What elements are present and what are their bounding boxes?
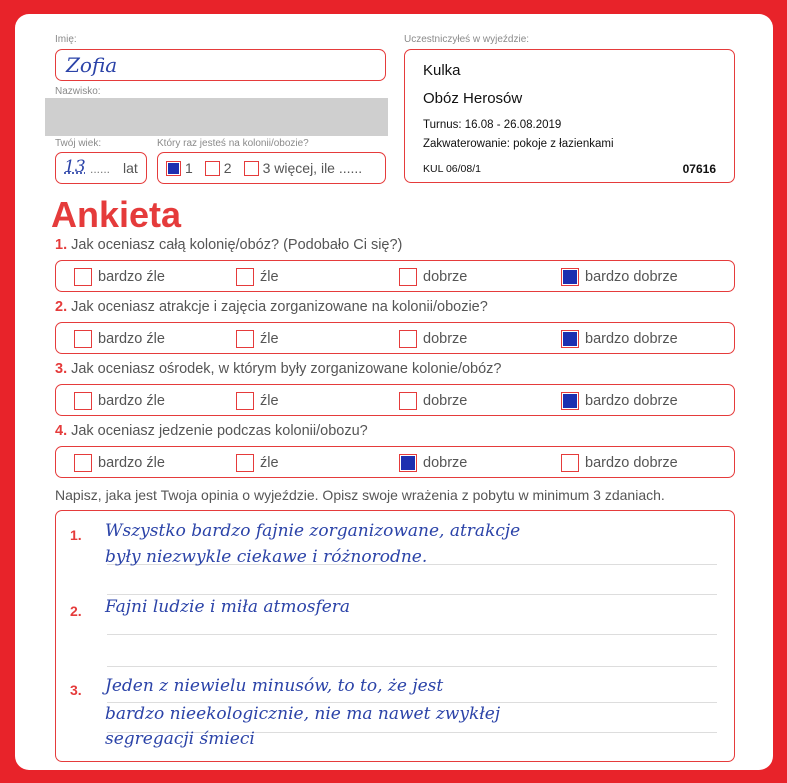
question-3-answers xyxy=(55,384,735,416)
answer-3-line-3: segregacji śmieci xyxy=(105,729,255,749)
question-number: 2. xyxy=(55,299,68,315)
answer-option[interactable] xyxy=(399,392,467,410)
answer-option-label: bardzo źle xyxy=(98,455,165,471)
answer-2-number: 2. xyxy=(70,603,82,619)
times-option-2: 2 xyxy=(223,160,232,176)
turnus-value: 16.08 - 26.08.2019 xyxy=(464,119,562,131)
answer-option-label: dobrze xyxy=(423,331,468,347)
last-name-label: Nazwisko: xyxy=(55,86,101,97)
answer-checkbox[interactable] xyxy=(74,268,92,286)
question-1-answers xyxy=(55,260,735,292)
answer-checkbox[interactable] xyxy=(74,454,92,472)
participation-label: Uczestniczyłeś w wyjeździe: xyxy=(404,34,530,45)
survey-title: Ankieta xyxy=(51,194,182,235)
answer-option[interactable] xyxy=(74,454,165,472)
question-4-answers xyxy=(55,446,735,478)
answer-option-label: źle xyxy=(260,393,279,409)
survey-sheet xyxy=(15,14,773,770)
answer-option-label: dobrze xyxy=(423,455,468,471)
answer-2-line-1: Fajni ludzie i miła atmosfera xyxy=(105,597,351,617)
answer-checkbox[interactable] xyxy=(399,454,417,472)
answer-option-label: dobrze xyxy=(423,269,468,285)
question-3-text xyxy=(55,361,501,377)
question-number: 4. xyxy=(55,423,68,439)
question-2-answers xyxy=(55,322,735,354)
answer-option[interactable] xyxy=(399,268,467,286)
times-checkbox-2[interactable] xyxy=(205,161,220,176)
question-label: Jak oceniasz atrakcje i zajęcia zorganizowane na kolonii/obozie? xyxy=(71,299,488,315)
answer-1-line-1: Wszystko bardzo fajnie zorganizowane, atrakcje xyxy=(105,521,521,541)
rule-line xyxy=(107,666,717,667)
rule-line xyxy=(107,702,717,703)
question-number: 3. xyxy=(55,361,68,377)
camp-code: KUL 06/08/1 xyxy=(423,163,481,175)
opinion-prompt: Napisz, jaka jest Twoja opinia o wyjeździe. Opisz swoje wrażenia z pobytu w minimum 3 zdaniach. xyxy=(55,487,665,503)
answer-option[interactable] xyxy=(561,392,678,410)
answer-checkbox[interactable] xyxy=(236,268,254,286)
question-number: 1. xyxy=(55,237,68,253)
answer-option-label: bardzo dobrze xyxy=(585,455,678,471)
last-name-redaction xyxy=(45,98,388,136)
participant-name: Kulka xyxy=(423,62,461,79)
question-2-text xyxy=(55,299,488,315)
times-option-3: 3 więcej, ile ...... xyxy=(262,160,363,176)
times-checkbox-3[interactable] xyxy=(244,161,259,176)
age-value: 13 xyxy=(64,157,86,177)
answer-1-line-2: były niezwykle ciekawe i różnorodne. xyxy=(105,547,428,567)
times-option-1: 1 xyxy=(185,160,193,176)
form-number: 07616 xyxy=(682,162,716,176)
answer-option[interactable] xyxy=(561,268,678,286)
answer-option[interactable] xyxy=(74,330,165,348)
question-1-text xyxy=(55,237,402,253)
answer-checkbox[interactable] xyxy=(561,268,579,286)
age-dots: ...... xyxy=(90,162,111,176)
answer-option[interactable] xyxy=(399,454,467,472)
answer-option[interactable] xyxy=(236,330,279,348)
answer-option[interactable] xyxy=(399,330,467,348)
question-label: Jak oceniasz ośrodek, w którym były zorganizowane kolonie/obóz? xyxy=(71,361,502,377)
answer-option-label: źle xyxy=(260,455,279,471)
times-label: Który raz jesteś na kolonii/obozie? xyxy=(157,138,309,149)
answer-checkbox[interactable] xyxy=(236,454,254,472)
times-checkbox-1[interactable] xyxy=(166,161,181,176)
question-label: Jak oceniasz całą kolonię/obóz? (Podobało Ci się?) xyxy=(71,237,403,253)
answer-option-label: dobrze xyxy=(423,393,468,409)
answer-option[interactable] xyxy=(561,330,678,348)
answer-checkbox[interactable] xyxy=(236,330,254,348)
turnus-label: Turnus: xyxy=(423,119,462,131)
answer-checkbox[interactable] xyxy=(74,330,92,348)
first-name-label: Imię: xyxy=(55,34,77,45)
answer-checkbox[interactable] xyxy=(399,330,417,348)
answer-option-label: bardzo dobrze xyxy=(585,331,678,347)
rule-line xyxy=(107,594,717,595)
answer-option-label: źle xyxy=(260,269,279,285)
answer-3-line-1: Jeden z niewielu minusów, to to, że jest xyxy=(105,676,444,696)
answer-checkbox[interactable] xyxy=(561,330,579,348)
first-name-value: Zofia xyxy=(66,53,118,77)
answer-option[interactable] xyxy=(74,392,165,410)
age-unit: lat xyxy=(123,160,138,176)
question-4-text xyxy=(55,423,368,439)
participation-box xyxy=(404,49,735,183)
answer-3-number: 3. xyxy=(70,682,82,698)
times-field xyxy=(157,152,386,184)
first-name-field[interactable] xyxy=(55,49,386,81)
answer-option[interactable] xyxy=(236,268,279,286)
age-label: Twój wiek: xyxy=(55,138,102,149)
accommodation-label: Zakwaterowanie: xyxy=(423,138,510,150)
answer-option-label: bardzo dobrze xyxy=(585,393,678,409)
answer-option[interactable] xyxy=(236,454,279,472)
answer-option[interactable] xyxy=(561,454,678,472)
question-label: Jak oceniasz jedzenie podczas kolonii/obozu? xyxy=(71,423,368,439)
answer-checkbox[interactable] xyxy=(561,392,579,410)
answer-option-label: bardzo dobrze xyxy=(585,269,678,285)
rule-line xyxy=(107,634,717,635)
answer-checkbox[interactable] xyxy=(236,392,254,410)
answer-checkbox[interactable] xyxy=(561,454,579,472)
age-field[interactable] xyxy=(55,152,147,184)
answer-checkbox[interactable] xyxy=(399,392,417,410)
answer-checkbox[interactable] xyxy=(74,392,92,410)
answer-1-number: 1. xyxy=(70,527,82,543)
answer-option-label: bardzo źle xyxy=(98,331,165,347)
answer-option-label: bardzo źle xyxy=(98,393,165,409)
camp-name: Obóz Herosów xyxy=(423,90,523,107)
answer-option[interactable] xyxy=(236,392,279,410)
answer-option-label: bardzo źle xyxy=(98,269,165,285)
accommodation-value: pokoje z łazienkami xyxy=(513,138,614,150)
answer-option-label: źle xyxy=(260,331,279,347)
answer-option[interactable] xyxy=(74,268,165,286)
answer-3-line-2: bardzo nieekologicznie, nie ma nawet zwykłej xyxy=(105,704,501,724)
answer-checkbox[interactable] xyxy=(399,268,417,286)
